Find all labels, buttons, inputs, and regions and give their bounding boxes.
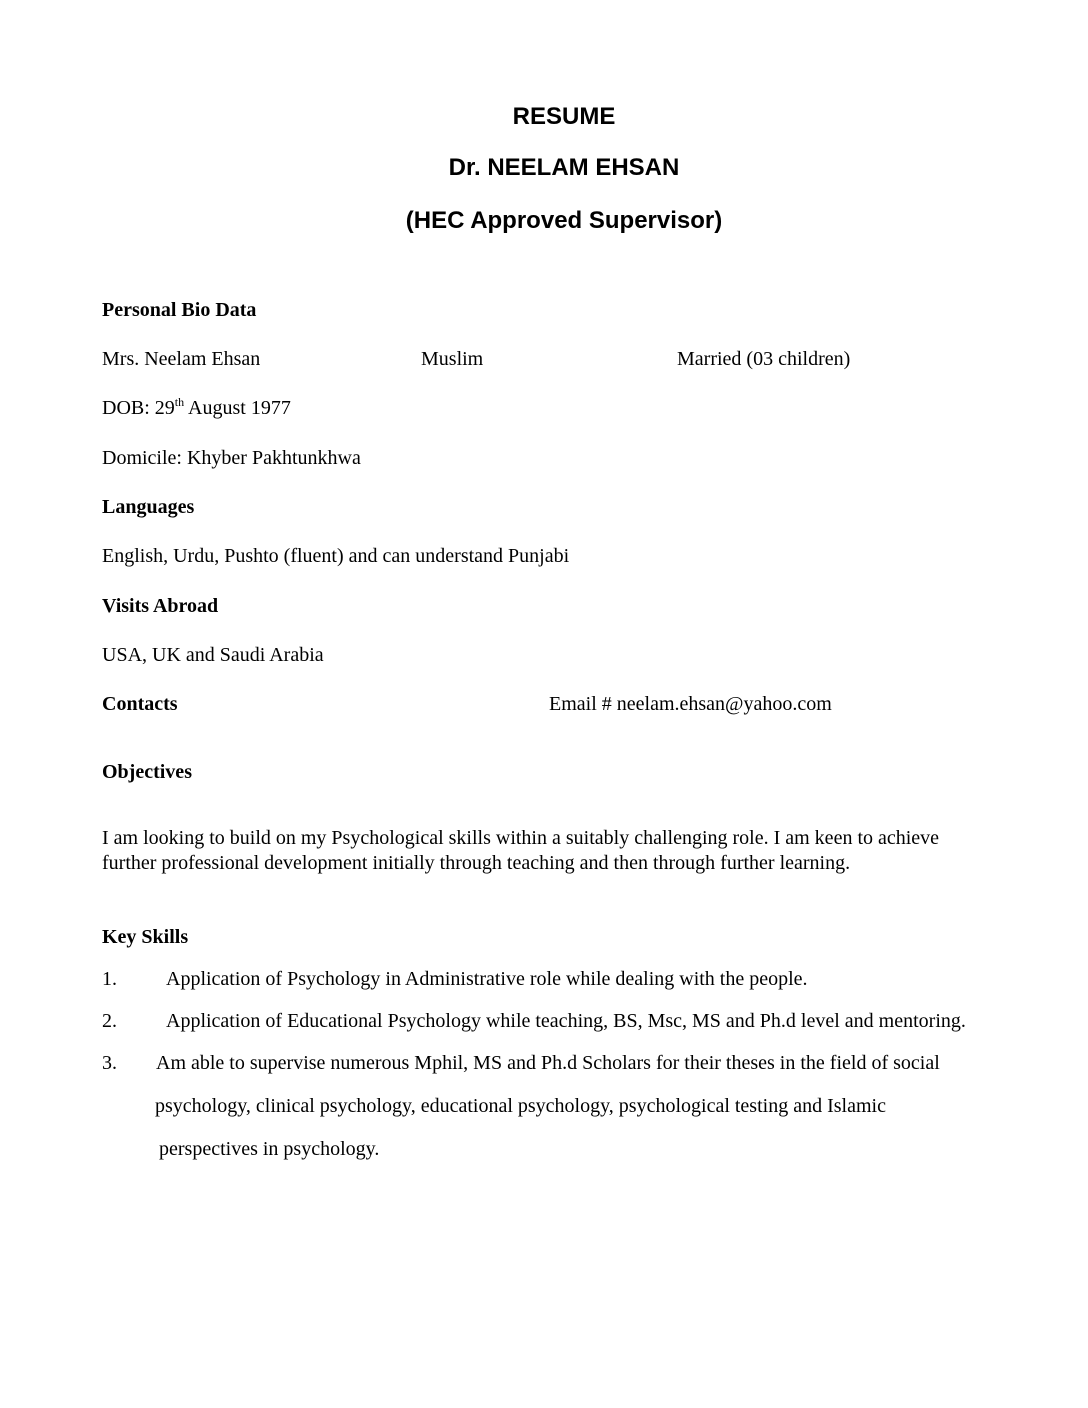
skill-number: 1. [102, 968, 117, 990]
bio-marital-status: Married (03 children) [677, 348, 851, 370]
contacts-heading: Contacts [102, 693, 178, 715]
skill-text-continued: perspectives in psychology. [159, 1138, 380, 1160]
skill-text-continued: psychology, clinical psychology, educational psychology, psychological testing and Islamic [155, 1095, 886, 1117]
languages-text: English, Urdu, Pushto (fluent) and can understand Punjabi [102, 545, 570, 567]
objectives-line-1: I am looking to build on my Psychological skills within a suitably challenging role. I am keen to achieve [102, 827, 940, 849]
skill-text: Application of Educational Psychology while teaching, BS, Msc, MS and Ph.d level and mentoring. [166, 1010, 966, 1032]
skill-text: Am able to supervise numerous Mphil, MS and Ph.d Scholars for their theses in the field of social [156, 1052, 940, 1074]
bio-dob [102, 396, 291, 420]
visits-text: USA, UK and Saudi Arabia [102, 644, 324, 666]
objectives-line-2: further professional development initially through teaching and then through further learning. [102, 852, 851, 874]
skill-number: 2. [102, 1010, 117, 1032]
candidate-designation: (HEC Approved Supervisor) [405, 207, 723, 234]
languages-heading: Languages [102, 496, 195, 518]
bio-full-name: Mrs. Neelam Ehsan [102, 348, 261, 370]
candidate-name: Dr. NEELAM EHSAN [448, 154, 680, 181]
dob-rest: August 1977 [184, 397, 291, 419]
dob-label: DOB: 29 [102, 397, 175, 419]
bio-domicile: Domicile: Khyber Pakhtunkhwa [102, 447, 361, 469]
skill-number: 3. [102, 1052, 117, 1074]
bio-religion: Muslim [421, 348, 484, 370]
contact-email: Email # neelam.ehsan@yahoo.com [549, 693, 832, 715]
objectives-heading: Objectives [102, 761, 192, 783]
resume-title: RESUME [512, 103, 616, 130]
skills-heading: Key Skills [102, 926, 189, 948]
dob-ordinal: th [174, 395, 185, 409]
skill-text: Application of Psychology in Administrative role while dealing with the people. [166, 968, 808, 990]
visits-heading: Visits Abroad [102, 595, 219, 617]
bio-heading: Personal Bio Data [102, 299, 257, 321]
